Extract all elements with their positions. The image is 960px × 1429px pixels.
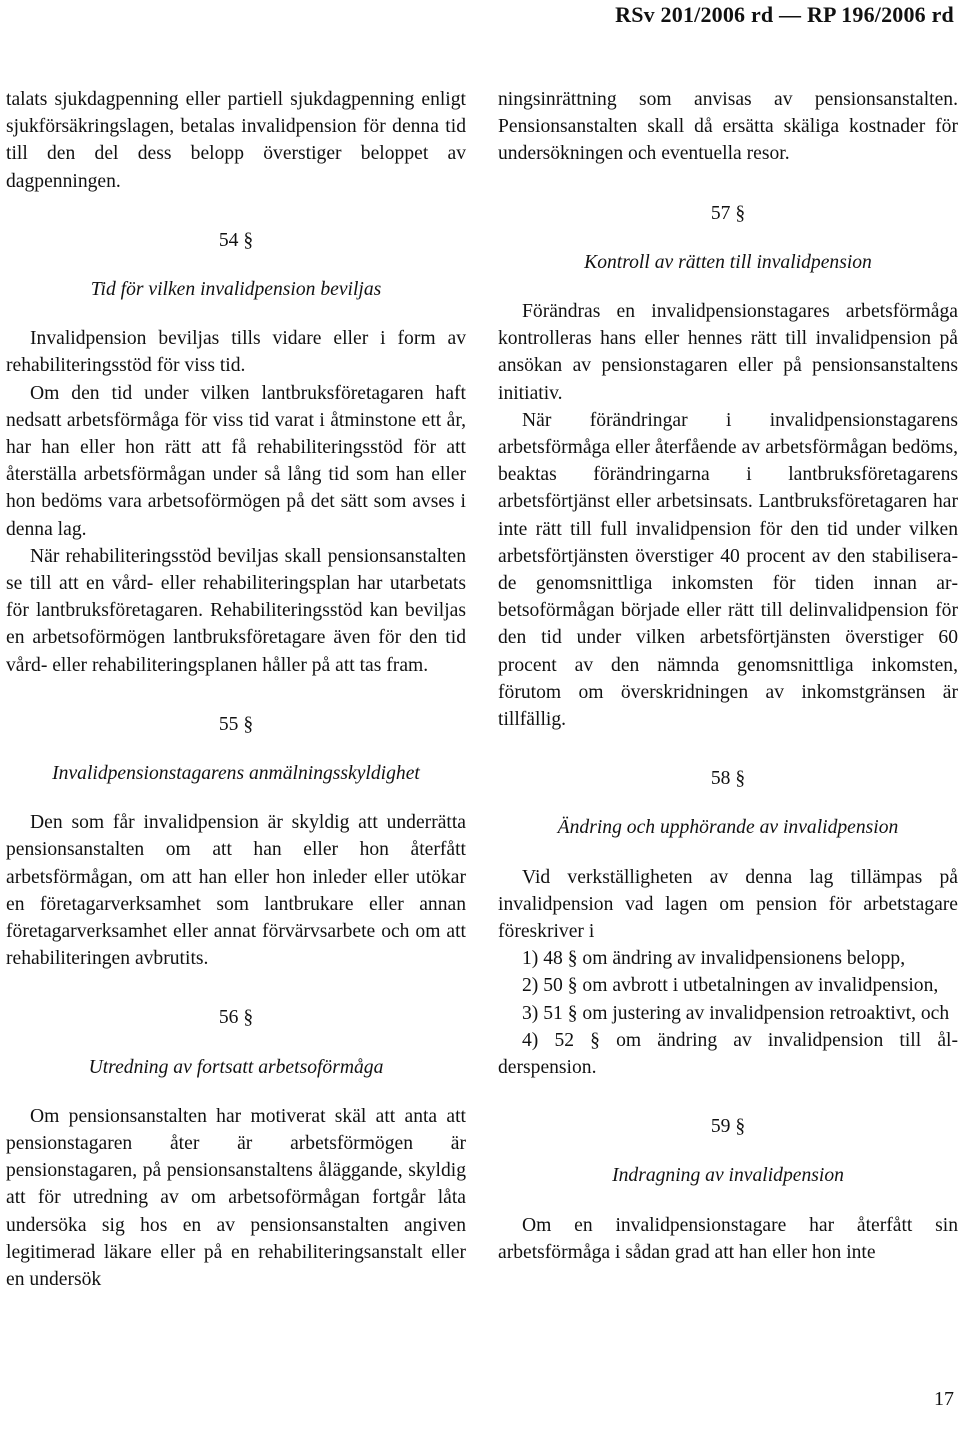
section-59-number: 59 §	[710, 1116, 746, 1138]
section-59-paragraph: Om en invalidpensionstagare har återfått sin arbetsförmåga i sådan grad att han eller hon inte	[498, 1214, 958, 1263]
running-header: RSv 201/2006 rd — RP 196/2006 rd	[615, 2, 954, 27]
section-56-number: 56 §	[218, 1007, 254, 1029]
section-56-paragraph: Om pensionsanstalten har motiverat skäl att anta att pensionstagaren åter är arbetsförmögen är pensionstagaren, på pensionsanstaltens åläggande, skyldig att för utredning av om arbetsoförmågan fortgår låta undersöka sig hos en av pensionsanstalten angiven legitimerad läkare eller på en rehabiliteringsanstalt eller en undersök	[6, 1105, 466, 1291]
section-57-paragraph: Förändras en invalidpensionstagares arbetsförmåga kontrolleras hans eller hennes rätt till invalidpension på ansökan av pensionstagaren eller på pensionsanstaltens initiativ.	[498, 301, 958, 404]
list-item: 2) 50 § om avbrott i utbetalningen av invalidpension,	[522, 975, 939, 997]
left-column	[6, 86, 466, 1293]
list-item: 3) 51 § om justering av invalidpension retroaktivt, och	[522, 1002, 950, 1024]
section-55-title: Invalidpensionstagarens anmälningsskyldighet	[52, 763, 420, 785]
section-54-paragraph: När rehabiliteringsstöd beviljas skall pensionsanstalten se till att en vård- eller rehabiliteringsplan har utarbetats för lantbruksföretagaren. Rehabiliteringsstöd kan beviljas en arbetsoförmögen lantbruksföretagare även för den tid vård- eller rehabiliteringsplanen håller på att tas fram.	[6, 545, 466, 676]
right-intro-paragraph: ningsinrättning som anvisas av pensionsanstalten. Pensionsanstalten skall då ersätta skäliga kostnader för undersökningen och eventuella resor.	[498, 89, 958, 165]
page-number: 17	[934, 1388, 954, 1410]
section-54-paragraph: Invalidpension beviljas tills vidare eller i form av rehabiliteringsstöd för viss tid.	[6, 328, 466, 377]
section-55-paragraph: Den som får invalidpension är skyldig att underrätta pensionsanstalten om att han eller hon återfått arbetsförmågan, om att han eller hon inleder eller utökar en företagarverksamhet som lantbrukare eller annan företagarverksamhet eller annat förvärvsarbete och om att rehabiliteringen avbrutits.	[6, 812, 466, 970]
section-55-number: 55 §	[218, 713, 254, 735]
section-58-number: 58 §	[710, 768, 746, 790]
right-column	[498, 86, 958, 1266]
section-54-paragraph: Om den tid under vilken lantbruksföretagaren haft nedsatt arbetsförmåga för viss tid varat i åtminstone ett år, har han eller hon rätt att få rehabiliteringsstöd för att återställa arbetsförmågan under så lång tid som han eller hon bedöms vara arbetsoförmögen på det sätt som avses i denna lag.	[6, 382, 466, 540]
section-59-title: Indragning av invalidpension	[612, 1165, 844, 1187]
left-intro-paragraph: talats sjukdagpenning eller partiell sjukdagpenning enligt sjukförsäkringslagen, betalas invalidpension för denna tid till den del dess belopp överstiger beloppet av dagpenningen.	[6, 89, 466, 192]
section-54-number: 54 §	[218, 229, 254, 251]
list-item: 4) 52 § om ändring av invalidpension till ålderspension.	[498, 1029, 958, 1079]
list-item: 1) 48 § om ändring av invalidpensionens belopp,	[522, 948, 906, 970]
section-57-paragraph: När förändringar i invalidpensionstagarens arbetsförmåga eller återfående av arbetsförmågan bedöms, beaktas förändringarna i lantbruksföretagarens arbetsförtjänst eller arbetsinsats. Lantbruksföretagaren har inte rätt till full invalidpension för den tid under vilken arbetsförtjänsten överstiger 40 procent av den stabiliserade genomsnittliga inkomsten för tiden innan arbetsoförmågan började eller rätt till delinvalidpension för den tid under vilken arbetsförtjänsten överstiger 60 procent av den nämnda genomsnittliga inkomsten, förutom om överskridningen av inkomstgränsen är tillfällig.	[498, 409, 958, 731]
section-56-title: Utredning av fortsatt arbetsoförmåga	[88, 1056, 384, 1078]
section-58-title: Ändring och upphörande av invalidpension	[557, 817, 899, 839]
section-54-title: Tid för vilken invalidpension beviljas	[90, 279, 382, 300]
section-57-title: Kontroll av rätten till invalidpension	[584, 251, 872, 273]
section-58-paragraph: Vid verkställigheten av denna lag tillämpas på invalidpension vad lagen om pension för arbetstagare föreskriver i	[498, 866, 958, 943]
section-58-list	[498, 945, 958, 1081]
section-57-number: 57 §	[710, 202, 746, 224]
